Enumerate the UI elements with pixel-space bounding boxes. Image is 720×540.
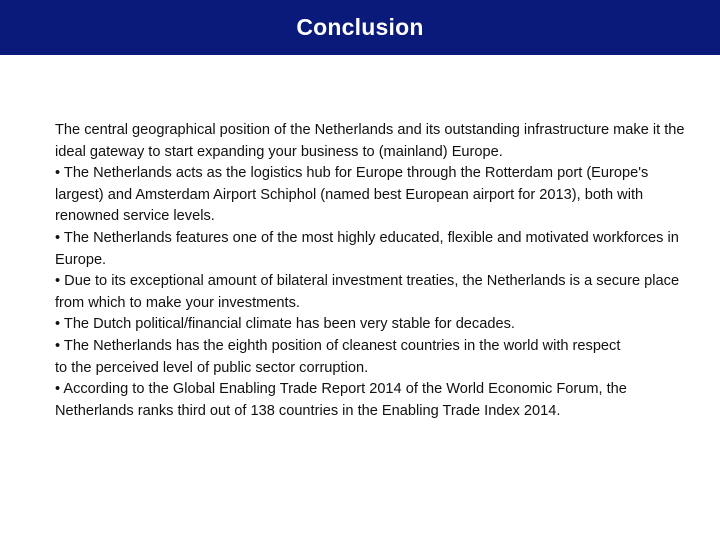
conclusion-body [55,120,695,422]
bullet-investment-treaties: • Due to its exceptional amount of bilateral investment treaties, the Netherlands is a secure place from which to make your investments. [55,273,680,311]
bullet-workforce: • The Netherlands features one of the most highly educated, flexible and motivated workforces in Europe. [55,229,679,268]
slide-title: Conclusion [296,14,424,40]
bullet-enabling-trade: • According to the Global Enabling Trade Report 2014 of the World Economic Forum, the Netherlands ranks third out of 138 countries in the Enabling Trade Index 2014. [55,381,627,419]
paragraph-intro: The central geographical position of the Netherlands and its outstanding infrastructure make it the ideal gateway to start expanding your business to (mainland) Europe. [55,122,685,160]
bullet-cleanest-countries-continued: to the perceived level of public sector corruption. [55,359,369,376]
bullet-political-climate: • The Dutch political/financial climate has been very stable for decades. [55,316,515,333]
bullet-cleanest-countries: • The Netherlands has the eighth position of cleanest countries in the world with respect [55,337,621,354]
bullet-logistics-hub: • The Netherlands acts as the logistics hub for Europe through the Rotterdam port (Europe's largest) and Amsterdam Airport Schiphol (named best European airport for 2013), both with renowned service levels. [55,165,649,225]
title-bar [0,0,720,55]
